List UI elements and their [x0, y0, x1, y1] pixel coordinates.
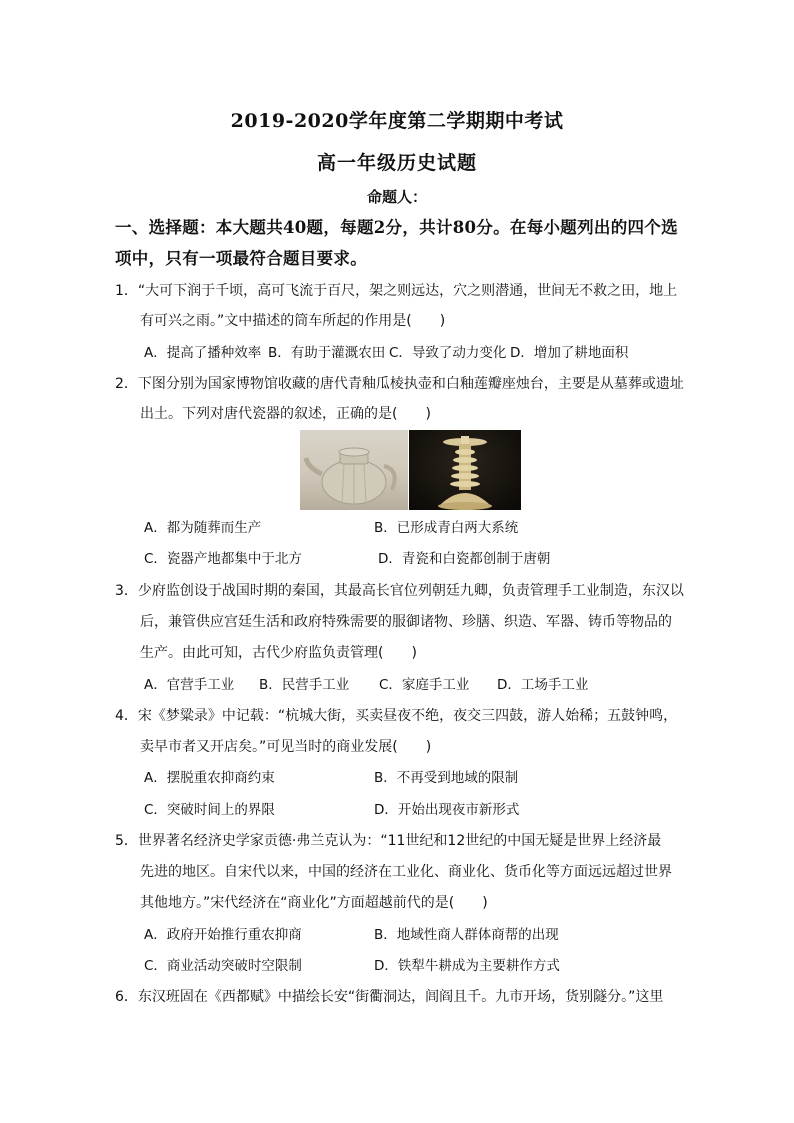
question-4-line-2: 卖早市者又开店矣。”可见当时的商业发展( ) — [140, 739, 432, 755]
question-5-option-c: C．商业活动突破时空限制 — [144, 958, 302, 974]
question-3-option-c: C．家庭手工业 — [379, 677, 470, 693]
ewer-illustration — [300, 430, 408, 510]
question-2-option-b: B．已形成青白两大系统 — [374, 520, 519, 536]
setter-label: 命题人： — [366, 188, 427, 206]
question-4-option-b: B．不再受到地域的限制 — [374, 770, 519, 786]
question-2-option-d: D．青瓷和白瓷都创制于唐朝 — [378, 551, 551, 567]
question-3-line-3: 生产。由此可知，古代少府监负责管理( ) — [140, 645, 417, 661]
question-2-option-a: A．都为随葬而生产 — [144, 520, 262, 536]
question-3-line-2: 后，兼管供应宫廷生活和政府特殊需要的服御诸物、珍膳、织造、军器、铸币等物品的 — [140, 614, 672, 630]
question-4-option-c: C．突破时间上的界限 — [144, 802, 275, 818]
question-4-option-d: D．开始出现夜市新形式 — [374, 802, 520, 818]
question-3-option-b: B．民营手工业 — [259, 677, 350, 693]
question-3-option-d: D．工场手工业 — [497, 677, 589, 693]
question-3-line-1: 3．少府监创设于战国时期的秦国，其最高长官位列朝廷九卿，负责管理手工业制造，东汉以 — [115, 583, 684, 599]
ewer-image — [300, 430, 408, 510]
question-5-line-3: 其他地方。”宋代经济在“商业化”方面超越前代的是( ) — [140, 895, 488, 911]
question-1-line-1: 1．“大可下润于千顷，高可飞流于百尺，架之则远达，穴之则潜通，世间无不救之田，地上 — [115, 283, 678, 299]
question-6-line-1: 6．东汉班固在《西都赋》中描绘长安“街衢洞达，闾阎且千。九市开场，货别隧分。”这里 — [115, 989, 664, 1005]
section-heading: 一、选择题：本大题共40题，每题2分，共计80分。在每小题列出的四个选项中，只有一项最符合题目要求。 — [115, 218, 678, 268]
question-3-option-a: A．官营手工业 — [144, 677, 235, 693]
exam-subtitle: 高一年级历史试题 — [316, 152, 477, 174]
question-4-line-1: 4．宋《梦粱录》中记载：“杭城大街，买卖昼夜不绝，夜交三四鼓，游人始稀；五鼓钟鸣， — [115, 708, 678, 724]
question-1-line-2: 有可兴之雨。”文中描述的筒车所起的作用是( ) — [140, 313, 446, 329]
question-5-option-d: D．铁犁牛耕成为主要耕作方式 — [374, 958, 560, 974]
exam-title: 2019-2020学年度第二学期期中考试 — [230, 110, 564, 132]
question-1-option-d: D．增加了耕地面积 — [510, 345, 629, 361]
question-5-line-1: 5．世界著名经济史学家贡德·弗兰克认为：“11世纪和12世纪的中国无疑是世界上经济最 — [115, 833, 662, 849]
question-5-option-a: A．政府开始推行重农抑商 — [144, 927, 302, 943]
question-1-option-a: A．提高了播种效率 — [144, 345, 262, 361]
question-2-option-c: C．瓷器产地都集中于北方 — [144, 551, 302, 567]
question-1-option-b: B．有助于灌溉农田 — [268, 345, 386, 361]
question-4-option-a: A．摆脱重农抑商约束 — [144, 770, 275, 786]
question-2-line-1: 2．下图分别为国家博物馆收藏的唐代青釉瓜棱执壶和白釉莲瓣座烛台，主要是从墓葬或遗址 — [115, 376, 684, 392]
question-1-option-c: C．导致了动力变化 — [389, 345, 507, 361]
candlestick-image — [409, 430, 521, 510]
question-2-line-2: 出土。下列对唐代瓷器的叙述，正确的是( ) — [140, 406, 431, 422]
question-5-option-b: B．地域性商人群体商帮的出现 — [374, 927, 559, 943]
candlestick-illustration — [409, 430, 521, 510]
question-5-line-2: 先进的地区。自宋代以来，中国的经济在工业化、商业化、货币化等方面远远超过世界 — [140, 864, 672, 880]
